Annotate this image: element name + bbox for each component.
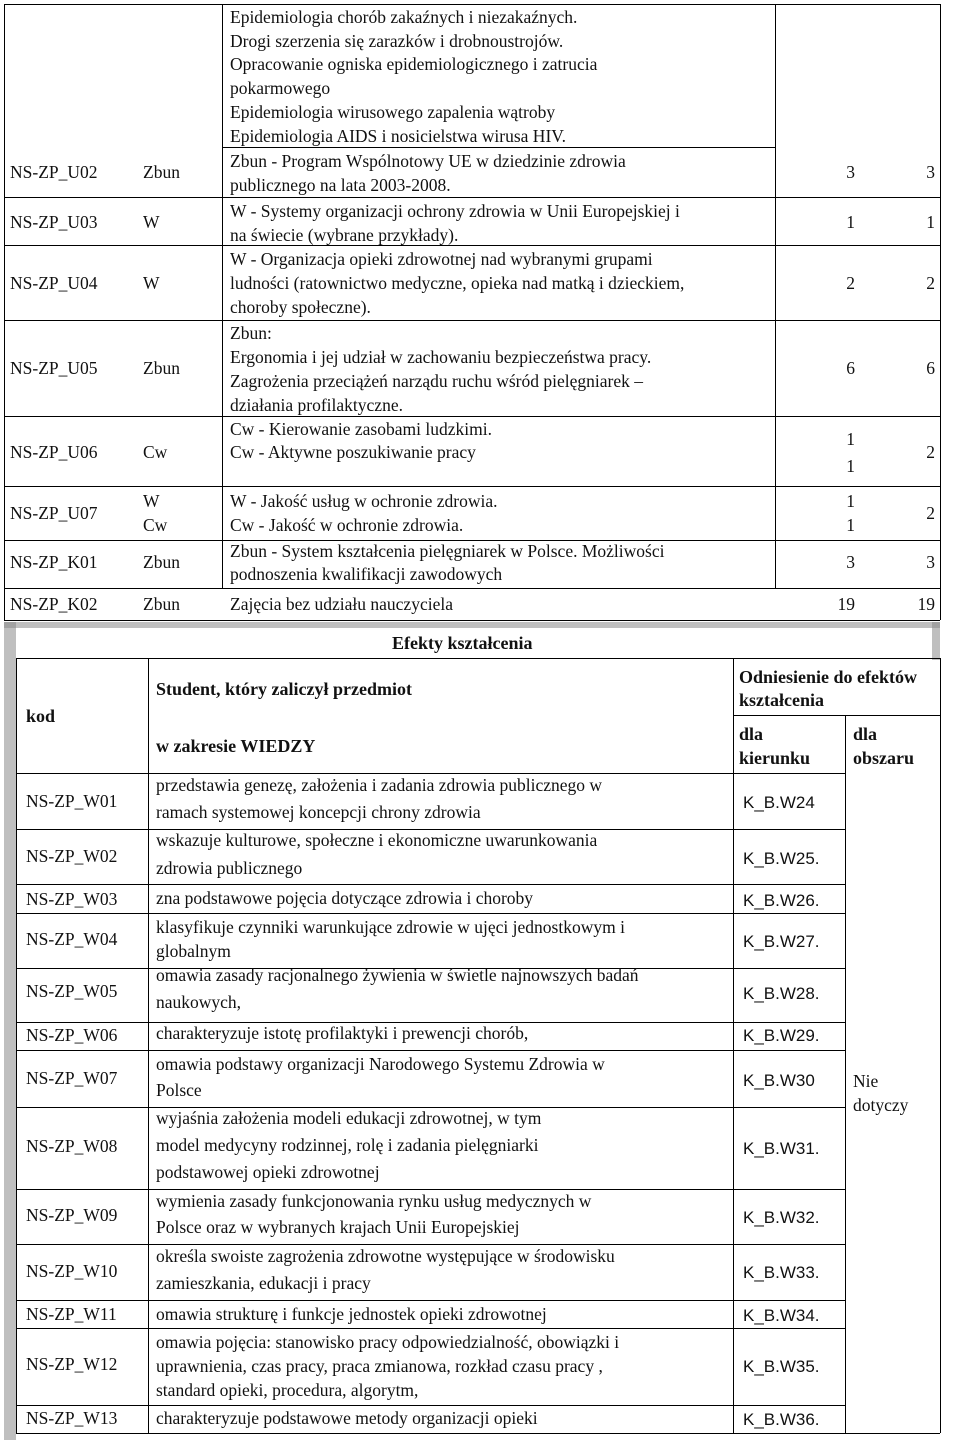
effect-description: ramach systemowej koncepcji chrony zdrowia: [156, 802, 481, 822]
row-form: Zbun: [143, 594, 180, 614]
hours-value: 19: [837, 594, 855, 614]
row-topic: Zbun - System kształcenia pielęgniarek w Polsce. Możliwości: [230, 541, 665, 561]
effect-description: omawia zasady racjonalnego żywienia w świetle najnowszych badań: [156, 965, 639, 985]
effect-reference: K_B.W26.: [743, 891, 820, 910]
effect-code: NS-ZP_W04: [26, 929, 118, 949]
column-divider: [148, 658, 149, 1433]
column-divider: [775, 4, 776, 588]
row-divider: [16, 913, 845, 914]
intro-line: Drogi szerzenia się zarazków i drobnoustrojów.: [230, 31, 564, 51]
header-area: dla: [853, 724, 878, 744]
row-form: Zbun: [143, 162, 180, 182]
row-topic: Zbun - Program Wspólnotowy UE w dziedzinie zdrowia: [230, 151, 626, 171]
effect-reference: K_B.W35.: [743, 1357, 820, 1376]
column-divider: [733, 658, 734, 1433]
effect-description: uprawnienia, czas pracy, praca zmianowa, rozkład czasu pracy ,: [156, 1356, 603, 1376]
frame-band: [932, 622, 940, 660]
effect-description: charakteryzuje podstawowe metody organizacji opieki: [156, 1408, 538, 1428]
hours-total: 6: [926, 358, 935, 378]
row-divider: [222, 147, 775, 148]
effect-description: standard opieki, procedura, algorytm,: [156, 1380, 419, 1400]
effect-description: globalnym: [156, 941, 231, 961]
row-topic: W - Jakość usług w ochronie zdrowia.: [230, 491, 498, 511]
effect-code: NS-ZP_W01: [26, 791, 118, 811]
row-topic: podnoszenia kwalifikacji zawodowych: [230, 564, 503, 584]
row-divider: [4, 486, 940, 487]
row-divider: [4, 620, 940, 621]
effect-reference: K_B.W31.: [743, 1139, 820, 1158]
row-divider: [4, 197, 940, 198]
row-divider: [16, 1405, 845, 1406]
effect-code: NS-ZP_W06: [26, 1025, 118, 1045]
row-form: W: [143, 273, 160, 293]
hours-total: 2: [926, 273, 935, 293]
effect-reference: K_B.W27.: [743, 932, 820, 951]
column-divider: [16, 658, 17, 1433]
header-scope: w zakresie WIEDZY: [156, 736, 316, 756]
effect-description: przedstawia genezę, założenia i zadania zdrowia publicznego w: [156, 775, 603, 795]
effect-description: Polsce: [156, 1080, 202, 1100]
row-topic: Zajęcia bez udziału nauczyciela: [230, 594, 453, 614]
intro-line: Epidemiologia wirusowego zapalenia wątroby: [230, 102, 556, 122]
row-form: W: [143, 212, 160, 232]
effects-title-divider: [16, 658, 940, 659]
area-value: dotyczy: [853, 1095, 909, 1115]
header-area: obszaru: [853, 748, 915, 768]
effect-description: określa swoiste zagrożenia zdrowotne występujące w środowisku: [156, 1246, 615, 1266]
table-top-border: [4, 4, 940, 5]
effect-reference: K_B.W36.: [743, 1410, 820, 1429]
row-code: NS-ZP_U05: [10, 358, 98, 378]
column-divider: [845, 715, 846, 1433]
row-divider: [16, 1328, 845, 1329]
row-divider: [16, 1300, 845, 1301]
column-divider: [940, 4, 941, 620]
row-code: NS-ZP_U02: [10, 162, 98, 182]
effect-code: NS-ZP_W07: [26, 1068, 118, 1088]
intro-line: pokarmowego: [230, 78, 331, 98]
hours-value: 1: [846, 456, 855, 476]
column-divider: [940, 658, 941, 1433]
effect-reference: K_B.W24: [743, 793, 815, 812]
row-topic: działania profilaktyczne.: [230, 395, 403, 415]
effect-code: NS-ZP_W10: [26, 1261, 118, 1281]
header-reference: Odniesienie do efektów: [739, 667, 917, 687]
row-topic: choroby społeczne).: [230, 297, 371, 317]
row-form: Cw: [143, 515, 168, 535]
row-form: Cw: [143, 442, 168, 462]
row-topic: publicznego na lata 2003-2008.: [230, 175, 451, 195]
effect-description: omawia strukturę i funkcje jednostek opieki zdrowotnej: [156, 1304, 547, 1324]
hours-value: 1: [846, 515, 855, 535]
effect-description: podstawowej opieki zdrowotnej: [156, 1162, 380, 1182]
hours-value: 1: [846, 491, 855, 511]
row-code: NS-ZP_U06: [10, 442, 98, 462]
effect-description: naukowych,: [156, 992, 242, 1012]
row-topic: Zbun:: [230, 323, 272, 343]
effect-description: charakteryzuje istotę profilaktyki i prewencji chorób,: [156, 1023, 529, 1043]
row-divider: [4, 588, 940, 589]
effect-reference: K_B.W29.: [743, 1026, 820, 1045]
row-code: NS-ZP_U07: [10, 503, 98, 523]
effect-code: NS-ZP_W12: [26, 1354, 118, 1374]
intro-line: Epidemiologia chorób zakaźnych i niezakaźnych.: [230, 7, 578, 27]
effect-description: omawia podstawy organizacji Narodowego Systemu Zdrowia w: [156, 1054, 605, 1074]
hours-value: 3: [846, 552, 855, 572]
intro-line: Epidemiologia AIDS i nosicielstwa wirusa HIV.: [230, 126, 567, 146]
frame-band: [4, 622, 940, 628]
row-divider: [16, 884, 845, 885]
row-topic: W - Organizacja opieki zdrowotnej nad wybranymi grupami: [230, 249, 653, 269]
effect-description: wyjaśnia założenia modeli edukacji zdrowotnej, w tym: [156, 1108, 542, 1128]
effect-description: wskazuje kulturowe, społeczne i ekonomiczne uwarunkowania: [156, 830, 598, 850]
header-major: dla: [739, 724, 764, 744]
row-topic: W - Systemy organizacji ochrony zdrowia w Unii Europejskiej i: [230, 201, 680, 221]
effect-code: NS-ZP_W09: [26, 1205, 118, 1225]
intro-line: Opracowanie ogniska epidemiologicznego i zatrucia: [230, 54, 598, 74]
row-form: Zbun: [143, 358, 180, 378]
row-divider: [4, 320, 940, 321]
hours-value: 2: [846, 273, 855, 293]
header-kod: kod: [26, 706, 56, 726]
hours-total: 2: [926, 503, 935, 523]
effect-description: wymienia zasady funkcjonowania rynku usług medycznych w: [156, 1191, 592, 1211]
effect-reference: K_B.W34.: [743, 1306, 820, 1325]
row-topic: Cw - Aktywne poszukiwanie pracy: [230, 442, 476, 462]
effect-reference: K_B.W32.: [743, 1208, 820, 1227]
hours-total: 19: [917, 594, 935, 614]
row-topic: Ergonomia i jej udział w zachowaniu bezpieczeństwa pracy.: [230, 347, 652, 367]
effect-description: zna podstawowe pojęcia dotyczące zdrowia i choroby: [156, 888, 534, 908]
effect-description: omawia pojęcia: stanowisko pracy odpowiedzialność, obowiązki i: [156, 1332, 620, 1352]
hours-total: 2: [926, 442, 935, 462]
hours-value: 3: [846, 162, 855, 182]
effect-reference: K_B.W30: [743, 1071, 815, 1090]
header-reference: kształcenia: [739, 690, 824, 710]
effect-code: NS-ZP_W05: [26, 981, 118, 1001]
effect-description: model medycyny rodzinnej, rolę i zadania pielęgniarki: [156, 1135, 539, 1155]
hours-value: 1: [846, 429, 855, 449]
row-divider: [4, 245, 940, 246]
row-divider: [733, 715, 940, 716]
hours-total: 3: [926, 162, 935, 182]
frame-band: [4, 622, 16, 1440]
row-divider: [16, 1050, 845, 1051]
hours-value: 1: [846, 212, 855, 232]
row-topic: na świecie (wybrane przykłady).: [230, 225, 459, 245]
row-code: NS-ZP_K02: [10, 594, 98, 614]
hours-total: 1: [926, 212, 935, 232]
effect-description: zamieszkania, edukacji i pracy: [156, 1273, 371, 1293]
row-code: NS-ZP_K01: [10, 552, 98, 572]
row-divider: [4, 416, 940, 417]
effect-reference: K_B.W25.: [743, 849, 820, 868]
effect-description: Polsce oraz w wybranych krajach Unii Europejskiej: [156, 1217, 520, 1237]
row-code: NS-ZP_U03: [10, 212, 98, 232]
row-topic: Cw - Jakość w ochronie zdrowia.: [230, 515, 464, 535]
effect-code: NS-ZP_W02: [26, 846, 118, 866]
column-divider: [4, 4, 5, 620]
header-student: Student, który zaliczył przedmiot: [156, 679, 412, 699]
table-bottom-border: [16, 1433, 940, 1434]
column-divider: [222, 4, 223, 588]
hours-total: 3: [926, 552, 935, 572]
header-major: kierunku: [739, 748, 811, 768]
effect-reference: K_B.W28.: [743, 984, 820, 1003]
row-topic: Cw - Kierowanie zasobami ludzkimi.: [230, 419, 492, 439]
effect-code: NS-ZP_W03: [26, 889, 118, 909]
row-code: NS-ZP_U04: [10, 273, 98, 293]
effect-code: NS-ZP_W13: [26, 1408, 118, 1428]
effect-reference: K_B.W33.: [743, 1263, 820, 1282]
row-form: Zbun: [143, 552, 180, 572]
effect-description: zdrowia publicznego: [156, 858, 303, 878]
row-form: W: [143, 491, 160, 511]
row-topic: Zagrożenia przeciążeń narządu ruchu wśród pielęgniarek –: [230, 371, 643, 391]
area-value: Nie: [853, 1071, 879, 1091]
effect-code: NS-ZP_W11: [26, 1304, 117, 1324]
effect-code: NS-ZP_W08: [26, 1136, 118, 1156]
effects-title: Efekty kształcenia: [392, 633, 533, 653]
hours-value: 6: [846, 358, 855, 378]
effect-description: klasyfikuje czynniki warunkujące zdrowie w ujęci jednostkowym i: [156, 917, 625, 937]
row-topic: ludności (ratownictwo medyczne, opieka nad matką i dzieckiem,: [230, 273, 685, 293]
